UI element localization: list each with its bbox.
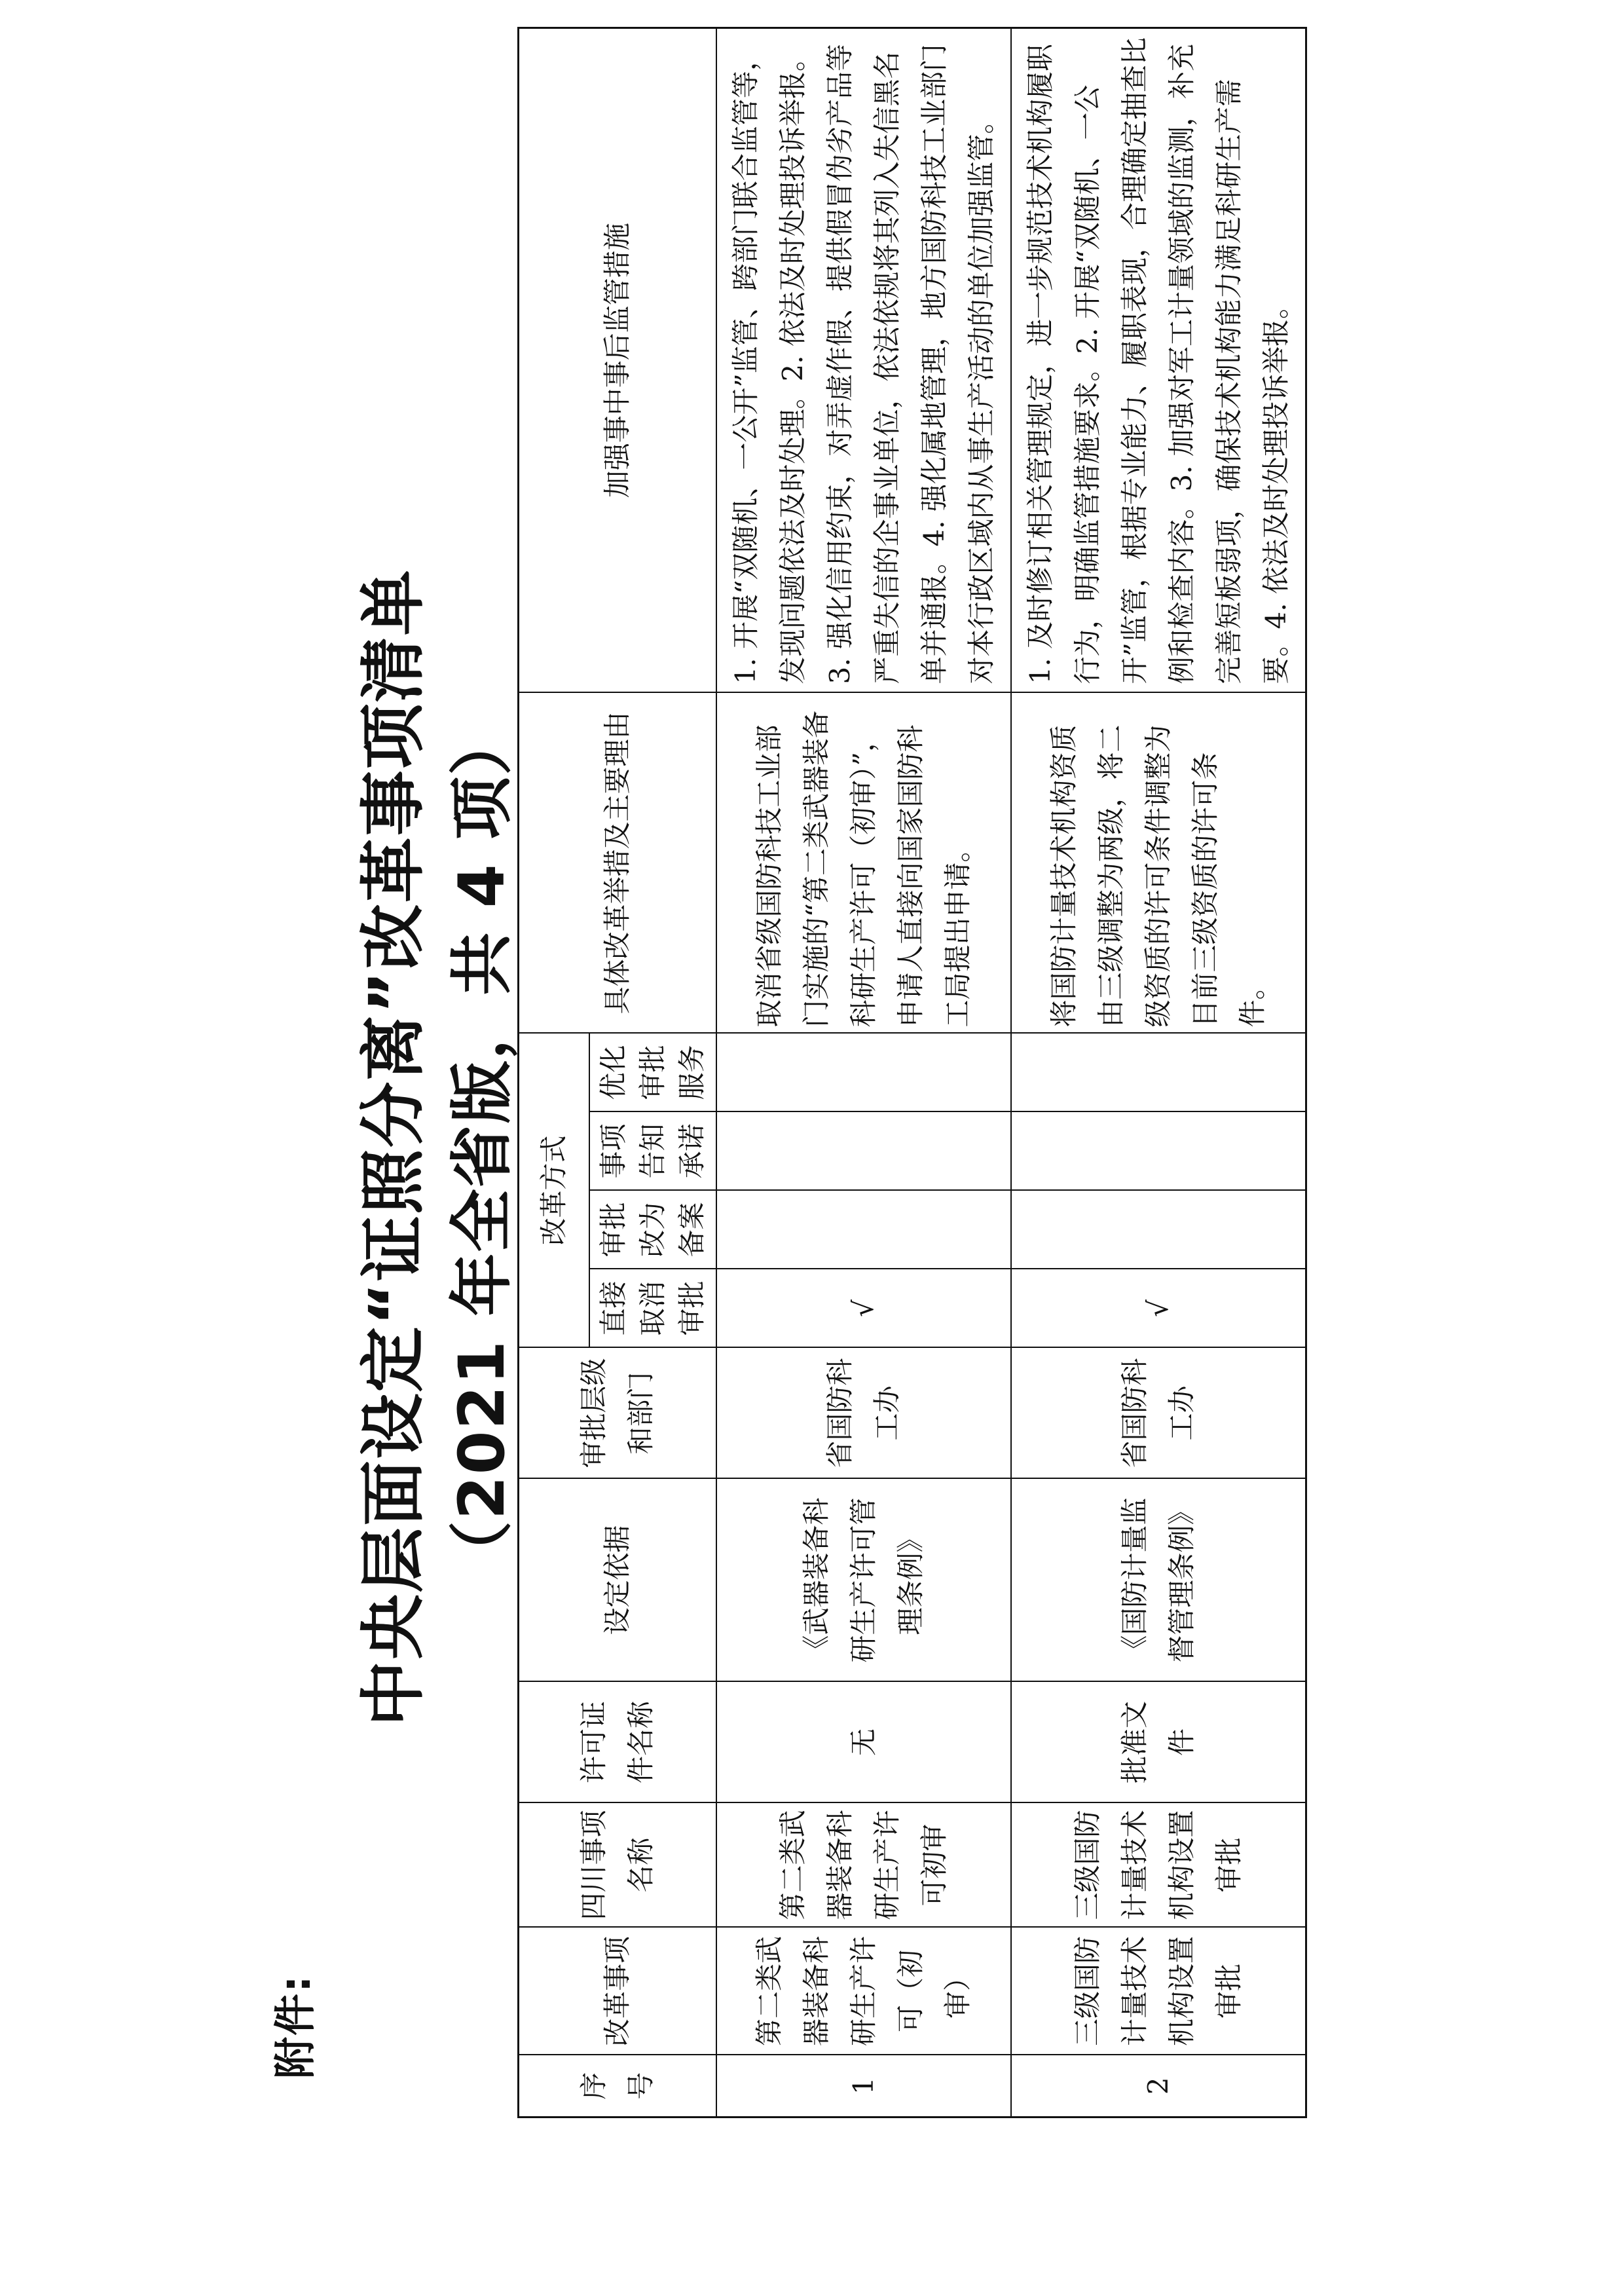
cell-reform-item: 第二类武器装备科研生产许可（初审） [716,1928,1011,2055]
col-header-basis: 设定依据 [519,1479,717,1682]
cell-seq: 2 [1011,2055,1306,2118]
cell-reasons: 将国防计量技术机构资质由三级调整为两级，将二级资质的许可条件调整为目前三级资质的许可条件。 [1011,692,1306,1033]
col-header-license-name: 许可证件名称 [519,1682,717,1803]
table-row [1011,28,1306,2117]
document-title: 中央层面设定“证照分离”改革事项清单 [355,569,432,1726]
cell-sichuan-name: 三级国防计量技术机构设置审批 [1011,1803,1306,1928]
col-header-mode-optimize: 优化审批服务 [589,1033,716,1111]
reform-items-table [517,27,1307,2118]
cell-sichuan-name: 第二类武器装备科研生产许可初审 [716,1803,1011,1928]
cell-approval-dept: 省国防科工办 [716,1348,1011,1479]
cell-basis: 《武器装备科研生产许可管理条例》 [716,1479,1011,1682]
cell-seq: 1 [716,2055,1011,2118]
col-header-mode-cancel: 直接取消审批 [589,1269,716,1348]
header-row [519,28,590,2117]
cell-mode-optimize [716,1033,1011,1111]
col-header-sichuan-name: 四川事项名称 [519,1803,717,1928]
col-header-seq: 序号 [519,2055,717,2118]
cell-mode-cancel: √ [1011,1269,1306,1348]
cell-license-name: 无 [716,1682,1011,1803]
cell-measures: 1. 及时修订相关管理规定，进一步规范技术机构履职行为，明确监管措施要求。2. 开展“双随机、一公开”监管，根据专业能力、履职表现，合理确定抽查比例和检查内容。3. 加强对军工计量领域的监测，补充完善短板弱项，确保技术机构能力满足科研生产需要。4. 依法及时处理投诉举报。 [1011,28,1306,692]
cell-mode-filing [1011,1191,1306,1269]
col-header-mode-filing: 审批改为备案 [589,1191,716,1269]
cell-basis: 《国防计量监督管理条例》 [1011,1479,1306,1682]
cell-reasons: 取消省级国防科技工业部门实施的“第二类武器装备科研生产许可（初审）”，申请人直接向国家国防科工局提出申请。 [716,692,1011,1033]
cell-mode-commit [716,1112,1011,1191]
col-header-reform-mode: 改革方式 [519,1033,590,1347]
cell-mode-commit [1011,1112,1306,1191]
attachment-label: 附件: [272,1974,320,2079]
col-header-measures: 加强事中事后监管措施 [519,28,717,692]
cell-reform-item: 三级国防计量技术机构设置审批 [1011,1928,1306,2055]
cell-mode-filing [716,1191,1011,1269]
col-header-reform-item: 改革事项 [519,1928,717,2055]
table-row [716,28,1011,2117]
cell-license-name: 批准文件 [1011,1682,1306,1803]
document-subtitle: （2021 年全省版，共 4 项） [445,711,519,1584]
cell-approval-dept: 省国防科工办 [1011,1348,1306,1479]
col-header-approval-dept: 审批层级和部门 [519,1348,717,1479]
cell-measures: 1. 开展“双随机、一公开”监管、跨部门联合监管等，发现问题依法及时处理。2. 依法及时处理投诉举报。3. 强化信用约束，对弄虚作假、提供假冒伪劣产品等严重失信的企事业单位，依法依规将其列入失信黑名单并通报。4. 强化属地管理，地方国防科技工业部门对本行政区域内从事生产活动的单位加强监管。 [716,28,1011,692]
col-header-reasons: 具体改革举措及主要理由 [519,692,717,1033]
cell-mode-optimize [1011,1033,1306,1111]
col-header-mode-commit: 事项告知承诺 [589,1112,716,1191]
cell-mode-cancel: √ [716,1269,1011,1348]
